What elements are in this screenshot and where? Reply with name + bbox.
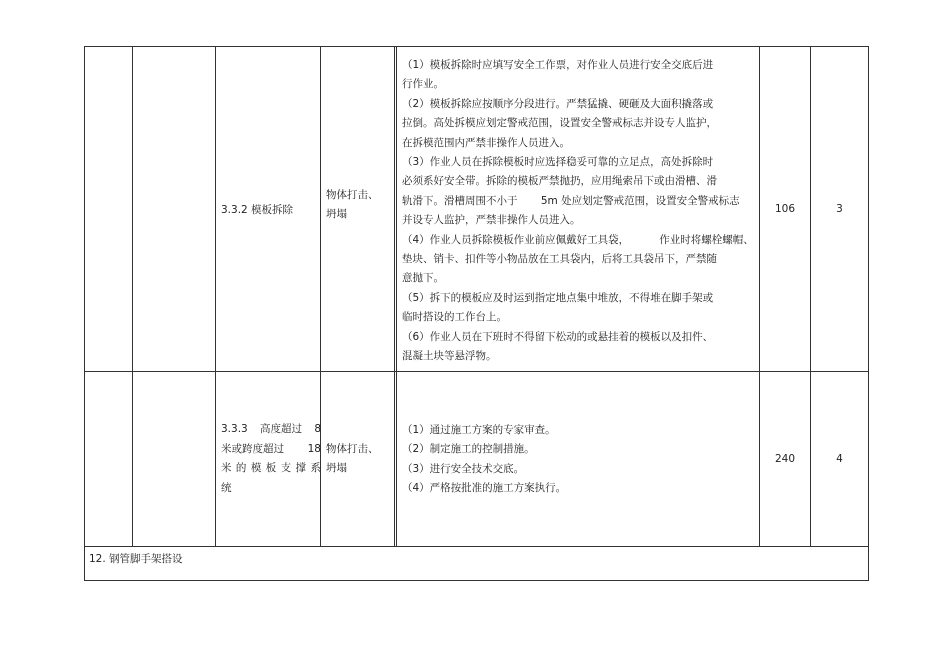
hazard-line: 物体打击、 xyxy=(326,443,379,455)
risk-score: 106 xyxy=(774,203,796,215)
title-line: 米或跨度超过 18 xyxy=(221,442,321,455)
measure-line: 在拆模范围内严禁非操作人员进入。 xyxy=(402,136,570,149)
measure-line: （5）拆下的模板应及时运到指定地点集中堆放，不得堆在脚手架或 xyxy=(402,291,714,304)
title-line: 米 的 模 板 支 撑 系 xyxy=(221,462,321,474)
title-line: 3.3.3 高度超过 8 xyxy=(221,423,321,435)
column-divider xyxy=(759,46,760,547)
measure-line: 临时搭设的工作台上。 xyxy=(402,311,507,324)
section-heading: 12. 钢管脚手架搭设 xyxy=(89,553,183,565)
risk-score: 240 xyxy=(774,453,796,465)
table-right-border xyxy=(868,46,869,581)
table-left-border xyxy=(84,46,85,581)
item-title xyxy=(221,420,321,498)
hazard-type xyxy=(326,440,379,479)
column-divider xyxy=(215,46,216,547)
hazard-line: 物体打击、 xyxy=(326,189,379,201)
control-measures xyxy=(402,421,566,499)
hazard-type xyxy=(326,186,379,225)
column-divider xyxy=(810,46,811,547)
title-line: 统 xyxy=(221,481,232,494)
measure-line: 垫块、销卡、扣件等小物品放在工具袋内，后将工具袋吊下，严禁随 xyxy=(402,253,717,266)
hazard-line: 坍塌 xyxy=(326,462,347,475)
measure-line: 必须系好安全带。拆除的模板严禁抛扔，应用绳索吊下或由滑槽、滑 xyxy=(402,175,717,188)
measure-line: （1）模板拆除时应填写安全工作票，对作业人员进行安全交底后进 xyxy=(402,59,714,71)
measure-line: 轨滑下。滑槽周围不小于 5m 处应划定警戒范围，设置安全警戒标志 xyxy=(402,194,740,207)
hazard-line: 坍塌 xyxy=(326,208,347,221)
measure-line: 意抛下。 xyxy=(402,272,444,285)
risk-level: 4 xyxy=(836,453,843,465)
measure-line: （4）严格按批准的施工方案执行。 xyxy=(402,482,567,495)
measure-line: 行作业。 xyxy=(402,78,444,91)
measure-line: 混凝土块等悬浮物。 xyxy=(402,350,497,363)
measure-line: （3）作业人员在拆除模板时应选择稳妥可靠的立足点，高处拆除时 xyxy=(402,156,714,169)
measure-line: （4）作业人员拆除模板作业前应佩戴好工具袋， 作业时将螺栓螺帽、 xyxy=(402,233,754,246)
control-measures xyxy=(402,56,754,367)
row-divider xyxy=(84,371,869,372)
measure-line: （2）制定施工的控制措施。 xyxy=(402,443,535,456)
measure-line: （1）通过施工方案的专家审查。 xyxy=(402,424,556,436)
measure-line: （3）进行安全技术交底。 xyxy=(402,462,525,475)
table-bottom-border xyxy=(84,580,869,581)
table-top-border xyxy=(84,46,869,47)
risk-level: 3 xyxy=(836,203,843,215)
measure-line: （2）模板拆除应按顺序分段进行。严禁猛撬、硬砸及大面积撬落或 xyxy=(402,97,714,110)
column-divider xyxy=(132,46,133,547)
measure-line: 并设专人监护，严禁非操作人员进入。 xyxy=(402,214,581,227)
item-title: 3.3.2 模板拆除 xyxy=(221,204,294,216)
measure-line: （6）作业人员在下班时不得留下松动的或悬挂着的模板以及扣件、 xyxy=(402,330,714,343)
column-divider xyxy=(396,46,397,547)
column-divider xyxy=(394,46,395,547)
row-divider xyxy=(84,546,869,547)
measure-line: 拉倒。高处拆模应划定警戒范围，设置安全警戒标志并设专人监护， xyxy=(402,117,717,130)
